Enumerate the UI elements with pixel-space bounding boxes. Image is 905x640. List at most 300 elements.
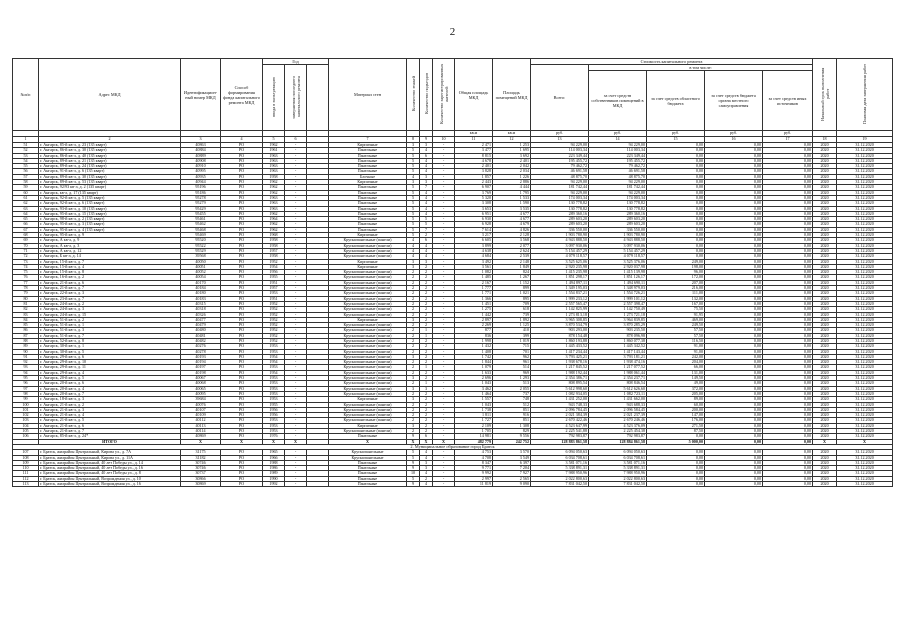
row-cost-regional: 200,00 <box>647 407 705 412</box>
row-cost-total: 943 748,33 <box>531 402 589 407</box>
row-cost-other: 0,00 <box>763 360 813 365</box>
row-number: 85 <box>13 323 39 328</box>
row-entrances: 7 <box>420 185 433 190</box>
row-wall-material: Крупнопанельные (панели) <box>329 280 407 285</box>
header-cost-group: Стоимость капитального ремонта <box>531 59 813 65</box>
row-total-area: 9 992 <box>455 471 493 476</box>
row-living-area: 824 <box>493 270 531 275</box>
row-cost-regional: 205,00 <box>647 391 705 396</box>
row-fund-method: РО <box>221 413 263 418</box>
row-cost-regional: 0,00 <box>647 174 705 179</box>
row-cost-local: 0,00 <box>705 317 763 322</box>
row-id: 40198 <box>181 370 221 375</box>
row-wall-material: Крупнопанельные (панели) <box>329 344 407 349</box>
row-number: 51 <box>13 143 39 148</box>
row-year-last-repair: - <box>285 466 307 471</box>
row-year-commission: 1962 <box>263 143 285 148</box>
row-wall-material: Крупнопанельные (панели) <box>329 286 407 291</box>
row-address: г. Ангарск, 20-й кв-л, д. 6 <box>39 381 181 386</box>
row-year-commission: 1956 <box>263 270 285 275</box>
column-number-cell: 11 <box>455 137 493 143</box>
row-fund-method: РО <box>221 418 263 423</box>
row-living-area: 2 077 <box>493 243 531 248</box>
row-plan-end: 31.12.2020 <box>837 259 893 264</box>
row-cost-regional: 66,00 <box>647 365 705 370</box>
header-cost-other: за счет средств иных источников <box>763 71 813 131</box>
row-living-area: 962 <box>493 354 531 359</box>
row-cost-owners: 3 581 071,16 <box>589 460 647 465</box>
row-year-last-repair: - <box>285 180 307 185</box>
row-total-area: 1 464 <box>455 391 493 396</box>
total-cost-owners: 128 884 861,58 <box>589 439 647 444</box>
row-cost-total: 6 094 050,63 <box>531 450 589 455</box>
row-floors: 2 <box>407 338 420 343</box>
row-entrances: 1 <box>420 328 433 333</box>
row-residents: - <box>433 301 455 306</box>
row-plan-end: 31.12.2020 <box>837 222 893 227</box>
row-entrances: 4 <box>420 190 433 195</box>
row-residents: - <box>433 291 455 296</box>
row-year-last-repair: - <box>285 429 307 434</box>
row-cost-other: 0,00 <box>763 153 813 158</box>
row-cost-local: 0,00 <box>705 402 763 407</box>
capital-repair-table <box>12 58 893 487</box>
row-residents: - <box>433 360 455 365</box>
row-wall-material: Крупнопанельные (панели) <box>329 254 407 259</box>
total-x: X <box>181 439 221 444</box>
row-residents: - <box>433 190 455 195</box>
row-id: 40054 <box>181 275 221 280</box>
row-plan-start: 2020 <box>813 280 837 285</box>
row-total-area: 8 815 <box>455 153 493 158</box>
row-total-area: 4 678 <box>455 158 493 163</box>
row-number: 57 <box>13 174 39 179</box>
row-wall-material: Панельные <box>329 434 407 439</box>
row-fund-method: РО <box>221 407 263 412</box>
row-living-area: 618 <box>493 307 531 312</box>
row-cost-local: 0,00 <box>705 169 763 174</box>
row-floors: 3 <box>407 423 420 428</box>
row-floors: 3 <box>407 376 420 381</box>
row-cost-other: 0,00 <box>763 264 813 269</box>
row-plan-start: 2020 <box>813 174 837 179</box>
row-year-commission: 1952 <box>263 301 285 306</box>
row-floors: 5 <box>407 195 420 200</box>
row-living-area: 916 <box>493 413 531 418</box>
row-plan-start: 2020 <box>813 254 837 259</box>
row-plan-start: 2020 <box>813 307 837 312</box>
row-cost-other: 0,00 <box>763 296 813 301</box>
row-cost-local: 0,00 <box>705 211 763 216</box>
row-number: 103 <box>13 418 39 423</box>
row-cost-local: 0,00 <box>705 164 763 169</box>
row-plan-end: 31.12.2020 <box>837 349 893 354</box>
row-cost-total: 1 445 433,52 <box>531 344 589 349</box>
row-total-area: 4 638 <box>455 248 493 253</box>
row-fund-method: РО <box>221 381 263 386</box>
row-wall-material: Панельные <box>329 227 407 232</box>
row-living-area: 2 148 <box>493 259 531 264</box>
row-id: 30866 <box>181 476 221 481</box>
row-cost-other: 0,00 <box>763 238 813 243</box>
row-cost-owners: 195 455,72 <box>589 158 647 163</box>
header-plan-start <box>813 59 837 131</box>
row-year-last-repair: - <box>285 391 307 396</box>
row-entrances: 2 <box>420 349 433 354</box>
row-fund-method: РО <box>221 158 263 163</box>
row-year-commission: 1957 <box>263 248 285 253</box>
row-plan-end: 31.12.2020 <box>837 381 893 386</box>
row-cost-regional: 0,00 <box>647 243 705 248</box>
total-label: ИТОГО <box>39 439 181 444</box>
row-fund-method: РО <box>221 185 263 190</box>
row-cost-owners: 2 022 800,63 <box>589 476 647 481</box>
row-year-commission: 1964 <box>263 217 285 222</box>
row-living-area: 4 677 <box>493 211 531 216</box>
row-wall-material: Панельные <box>329 217 407 222</box>
row-number: 61 <box>13 195 39 200</box>
row-fund-method: РО <box>221 333 263 338</box>
row-cost-owners: 5 154 457,29 <box>589 248 647 253</box>
row-total-area: 1 742 <box>455 354 493 359</box>
row-total-area: 4 708 <box>455 455 493 460</box>
row-fund-method: РО <box>221 450 263 455</box>
row-cost-local: 0,00 <box>705 413 763 418</box>
row-residents: - <box>433 370 455 375</box>
row-floors: 2 <box>407 344 420 349</box>
row-floors: 3 <box>407 264 420 269</box>
row-residents: - <box>433 275 455 280</box>
row-id: 95522 <box>181 243 221 248</box>
row-number: 54 <box>13 158 39 163</box>
row-cost-owners: 223 349,44 <box>589 153 647 158</box>
row-cost-local: 0,00 <box>705 312 763 317</box>
row-address: г. Ангарск, 30-й кв-л, д. 5 <box>39 349 181 354</box>
row-address: г. Ангарск, 89-й кв-л, д. 30 (135 кварт) <box>39 174 181 179</box>
row-cost-local: 0,00 <box>705 450 763 455</box>
row-cost-other: 0,00 <box>763 381 813 386</box>
row-plan-end: 31.12.2020 <box>837 270 893 275</box>
row-cost-local: 0,00 <box>705 376 763 381</box>
row-wall-material: Панельные <box>329 164 407 169</box>
column-number-cell: 4 <box>221 137 263 143</box>
row-cost-total: 130 778,82 <box>531 201 589 206</box>
row-residents: - <box>433 333 455 338</box>
header-address: Адрес МКД <box>39 59 181 131</box>
row-cost-local: 0,00 <box>705 206 763 211</box>
row-living-area: 2 034 <box>493 169 531 174</box>
row-plan-end: 31.12.2020 <box>837 201 893 206</box>
row-cost-total: 1 217 845,52 <box>531 365 589 370</box>
row-year-commission: 1951 <box>263 296 285 301</box>
row-cost-total: 46 691,58 <box>531 169 589 174</box>
row-cost-local: 0,00 <box>705 201 763 206</box>
row-plan-start: 2020 <box>813 233 837 238</box>
row-living-area: 513 <box>493 381 531 386</box>
row-cost-other: 0,00 <box>763 423 813 428</box>
row-residents: - <box>433 222 455 227</box>
row-living-area: 2 886 <box>493 180 531 185</box>
row-cost-other: 0,00 <box>763 233 813 238</box>
row-id: 30746 <box>181 466 221 471</box>
row-plan-end: 31.12.2020 <box>837 407 893 412</box>
row-cost-regional: 91,00 <box>647 349 705 354</box>
row-year-blank <box>307 482 329 487</box>
row-living-area: 410 <box>493 328 531 333</box>
row-cost-total: 2 096 784,45 <box>531 407 589 412</box>
row-address: г. Ангарск, 89-й кв-л, д. 21 (135 кварт) <box>39 158 181 163</box>
row-total-area: 2 401 <box>455 164 493 169</box>
row-floors: 2 <box>407 402 420 407</box>
row-address: г. Ангарск, 93-й кв-л, д. 10 (135 кварт) <box>39 206 181 211</box>
row-cost-regional: 0,00 <box>647 211 705 216</box>
row-year-last-repair: - <box>285 349 307 354</box>
row-plan-start: 2020 <box>813 460 837 465</box>
row-id: 95429 <box>181 206 221 211</box>
row-cost-other: 0,00 <box>763 397 813 402</box>
row-residents: - <box>433 248 455 253</box>
row-living-area: 4 826 <box>493 227 531 232</box>
row-cost-local: 0,00 <box>705 280 763 285</box>
row-year-commission: 1953 <box>263 423 285 428</box>
row-entrances: 2 <box>420 397 433 402</box>
row-cost-local: 0,00 <box>705 180 763 185</box>
row-floors: 2 <box>407 280 420 285</box>
row-cost-total: 3 793 425,21 <box>531 354 589 359</box>
row-wall-material: Кирпичные <box>329 423 407 428</box>
row-plan-end: 31.12.2020 <box>837 211 893 216</box>
row-wall-material: Крупнопанельные (панели) <box>329 248 407 253</box>
row-fund-method: РО <box>221 243 263 248</box>
row-plan-end: 31.12.2020 <box>837 195 893 200</box>
row-wall-material: Крупнопанельные (панели) <box>329 370 407 375</box>
row-address: г. Ангарск, 89-й кв-л, д. 24 (135 кварт) <box>39 164 181 169</box>
row-number: 78 <box>13 286 39 291</box>
row-id: 40935 <box>181 174 221 179</box>
row-year-commission: 1953 <box>263 386 285 391</box>
row-cost-total: 1 431 252,00 <box>531 397 589 402</box>
row-plan-end: 31.12.2020 <box>837 174 893 179</box>
row-cost-owners: 5 612 626,60 <box>589 386 647 391</box>
row-cost-owners: 3 097 930,06 <box>589 243 647 248</box>
row-residents: - <box>433 328 455 333</box>
row-number: 59 <box>13 185 39 190</box>
row-number: 98 <box>13 391 39 396</box>
row-total-area: 1 738 <box>455 407 493 412</box>
row-address: г. Ангарск, 21-й кв-л, д. 3 <box>39 407 181 412</box>
row-floors: 5 <box>407 169 420 174</box>
column-number-cell: 17 <box>763 137 813 143</box>
row-address: г. Ангарск, 51-й кв-л, д. 3 <box>39 328 181 333</box>
row-residents: - <box>433 201 455 206</box>
row-cost-owners: 114 003,34 <box>589 148 647 153</box>
row-plan-end: 31.12.2020 <box>837 418 893 423</box>
row-residents: - <box>433 143 455 148</box>
row-number: 71 <box>13 248 39 253</box>
row-total-area: 6 951 <box>455 211 493 216</box>
row-cost-local: 0,00 <box>705 174 763 179</box>
row-cost-total: 195 455,72 <box>531 158 589 163</box>
row-year-last-repair: - <box>285 386 307 391</box>
header-wall-material: Материал стен <box>329 59 407 131</box>
row-year-last-repair: - <box>285 206 307 211</box>
header-residents-label: Количество зарегистрированных жителей <box>438 63 449 125</box>
row-residents: - <box>433 397 455 402</box>
row-plan-start: 2020 <box>813 482 837 487</box>
row-id: 40482 <box>181 338 221 343</box>
row-fund-method: РО <box>221 386 263 391</box>
row-cost-other: 0,00 <box>763 259 813 264</box>
row-id: 31182 <box>181 455 221 460</box>
row-living-area: 1 267 <box>493 275 531 280</box>
row-cost-total: 2 557 565,47 <box>531 301 589 306</box>
row-cost-local: 0,00 <box>705 328 763 333</box>
row-year-commission: 1963 <box>263 164 285 169</box>
row-cost-owners: 1 273 721,18 <box>589 312 647 317</box>
row-total-area: 1 451 <box>455 301 493 306</box>
row-cost-total: 94 229,00 <box>531 143 589 148</box>
row-id: 40884 <box>181 148 221 153</box>
row-wall-material: Панельные <box>329 460 407 465</box>
row-living-area: 4 677 <box>493 217 531 222</box>
row-year-last-repair: - <box>285 450 307 455</box>
row-entrances: 2 <box>420 323 433 328</box>
table-body <box>13 131 893 487</box>
unit-cell: руб. <box>763 131 813 137</box>
row-year-commission: 1953 <box>263 344 285 349</box>
row-cost-other: 0,00 <box>763 312 813 317</box>
row-id: 40910 <box>181 164 221 169</box>
row-entrances: 5 <box>420 217 433 222</box>
row-year-last-repair: - <box>285 185 307 190</box>
row-floors: 2 <box>407 323 420 328</box>
column-number-cell: 7 <box>329 137 407 143</box>
row-cost-total: 2 021 384,39 <box>531 413 589 418</box>
row-plan-start: 2020 <box>813 169 837 174</box>
row-plan-start: 2020 <box>813 190 837 195</box>
row-number: 58 <box>13 180 39 185</box>
row-cost-owners: 3 964 839,85 <box>589 317 647 322</box>
row-residents: - <box>433 386 455 391</box>
row-address: г. Ангарск, 51-й кв-л, д. 7 <box>39 333 181 338</box>
row-cost-total: 878 154,48 <box>531 333 589 338</box>
row-fund-method: РО <box>221 195 263 200</box>
row-wall-material: Крупнопанельные (панели) <box>329 312 407 317</box>
row-number: 109 <box>13 460 39 465</box>
row-cost-local: 0,00 <box>705 429 763 434</box>
row-plan-end: 31.12.2020 <box>837 312 893 317</box>
row-cost-total: 48 875,70 <box>531 174 589 179</box>
row-id: 40318 <box>181 307 221 312</box>
row-entrances: 2 <box>420 312 433 317</box>
row-cost-regional: 0,00 <box>647 148 705 153</box>
row-entrances: 3 <box>420 174 433 179</box>
row-address: г. Ангарск, 16-й кв-л, д. 2 <box>39 275 181 280</box>
row-total-area: 3 217 <box>455 233 493 238</box>
total-x: X <box>420 439 433 444</box>
header-num: №п/п <box>13 59 39 131</box>
row-cost-total: 289 360,16 <box>531 211 589 216</box>
row-year-last-repair: - <box>285 243 307 248</box>
row-cost-total: 1 988 192,44 <box>531 370 589 375</box>
row-id: 95520 <box>181 238 221 243</box>
row-address: г. Ангарск, 21-й кв-л, д. 7 <box>39 286 181 291</box>
row-living-area: 961 <box>493 360 531 365</box>
row-id: 40481 <box>181 333 221 338</box>
row-cost-local: 0,00 <box>705 259 763 264</box>
row-address: г. Ангарск, 24-й кв-л, д. 3 <box>39 307 181 312</box>
row-cost-regional: 57,50 <box>647 333 705 338</box>
row-fund-method: РО <box>221 280 263 285</box>
header-cost-including: в том числе: <box>589 65 813 71</box>
row-address: г. Ангарск, Б кв-л, д. 14 <box>39 254 181 259</box>
row-floors: 5 <box>407 476 420 481</box>
row-living-area: 2 128 <box>493 233 531 238</box>
row-cost-total: 7 988 950,96 <box>531 471 589 476</box>
row-total-area: 1 557 <box>455 397 493 402</box>
total-cost-local: 0,00 <box>705 439 763 444</box>
row-entrances: 3 <box>420 143 433 148</box>
row-id: 95455 <box>181 211 221 216</box>
row-cost-total: 2 920 235,98 <box>531 264 589 269</box>
row-cost-owners: 94 229,00 <box>589 143 647 148</box>
row-entrances: 2 <box>420 307 433 312</box>
row-residents: - <box>433 460 455 465</box>
row-number: 86 <box>13 328 39 333</box>
row-total-area: 2 109 <box>455 423 493 428</box>
row-year-commission: 1954 <box>263 264 285 269</box>
row-cost-total: 94 229,00 <box>531 190 589 195</box>
row-plan-start: 2020 <box>813 148 837 153</box>
row-plan-start: 2020 <box>813 286 837 291</box>
row-year-last-repair: - <box>285 338 307 343</box>
row-residents: - <box>433 264 455 269</box>
row-cost-local: 0,00 <box>705 185 763 190</box>
row-living-area: 9 090 <box>493 482 531 487</box>
row-year-commission: 1989 <box>263 471 285 476</box>
row-cost-local: 0,00 <box>705 386 763 391</box>
row-cost-owners: 808 846,54 <box>589 381 647 386</box>
row-plan-end: 31.12.2020 <box>837 248 893 253</box>
row-fund-method: РО <box>221 238 263 243</box>
header-year-last-repair <box>285 65 307 131</box>
row-number: 69 <box>13 238 39 243</box>
row-floors: 9 <box>407 466 420 471</box>
row-cost-regional: 0,00 <box>647 169 705 174</box>
row-plan-start: 2020 <box>813 153 837 158</box>
row-year-commission: 1952 <box>263 333 285 338</box>
row-total-area: 3 899 <box>455 243 493 248</box>
row-address: г. Ангарск, 21-й кв-л, д. 5 <box>39 418 181 423</box>
row-address: г. Ангарск, 85-й кв-л, д. 24* <box>39 434 181 439</box>
row-wall-material: Кирпичные <box>329 264 407 269</box>
row-address: г. Ангарск, 95-й кв-л, д. 15 (135 кварт) <box>39 211 181 216</box>
row-residents: - <box>433 280 455 285</box>
header-entrances-label: Количество подъездов <box>423 73 429 115</box>
row-plan-end: 31.12.2020 <box>837 296 893 301</box>
row-id: 40107 <box>181 407 221 412</box>
row-cost-other: 0,00 <box>763 455 813 460</box>
row-year-commission: 1962 <box>263 222 285 227</box>
total-cost: 128 883 861,58 <box>531 439 589 444</box>
row-cost-other: 0,00 <box>763 344 813 349</box>
row-cost-local: 0,00 <box>705 455 763 460</box>
row-year-last-repair: - <box>285 407 307 412</box>
row-cost-owners: 1 431 662,00 <box>589 397 647 402</box>
row-year-commission: 1955 <box>263 402 285 407</box>
row-fund-method: РО <box>221 248 263 253</box>
row-cost-regional: 0,00 <box>647 254 705 259</box>
